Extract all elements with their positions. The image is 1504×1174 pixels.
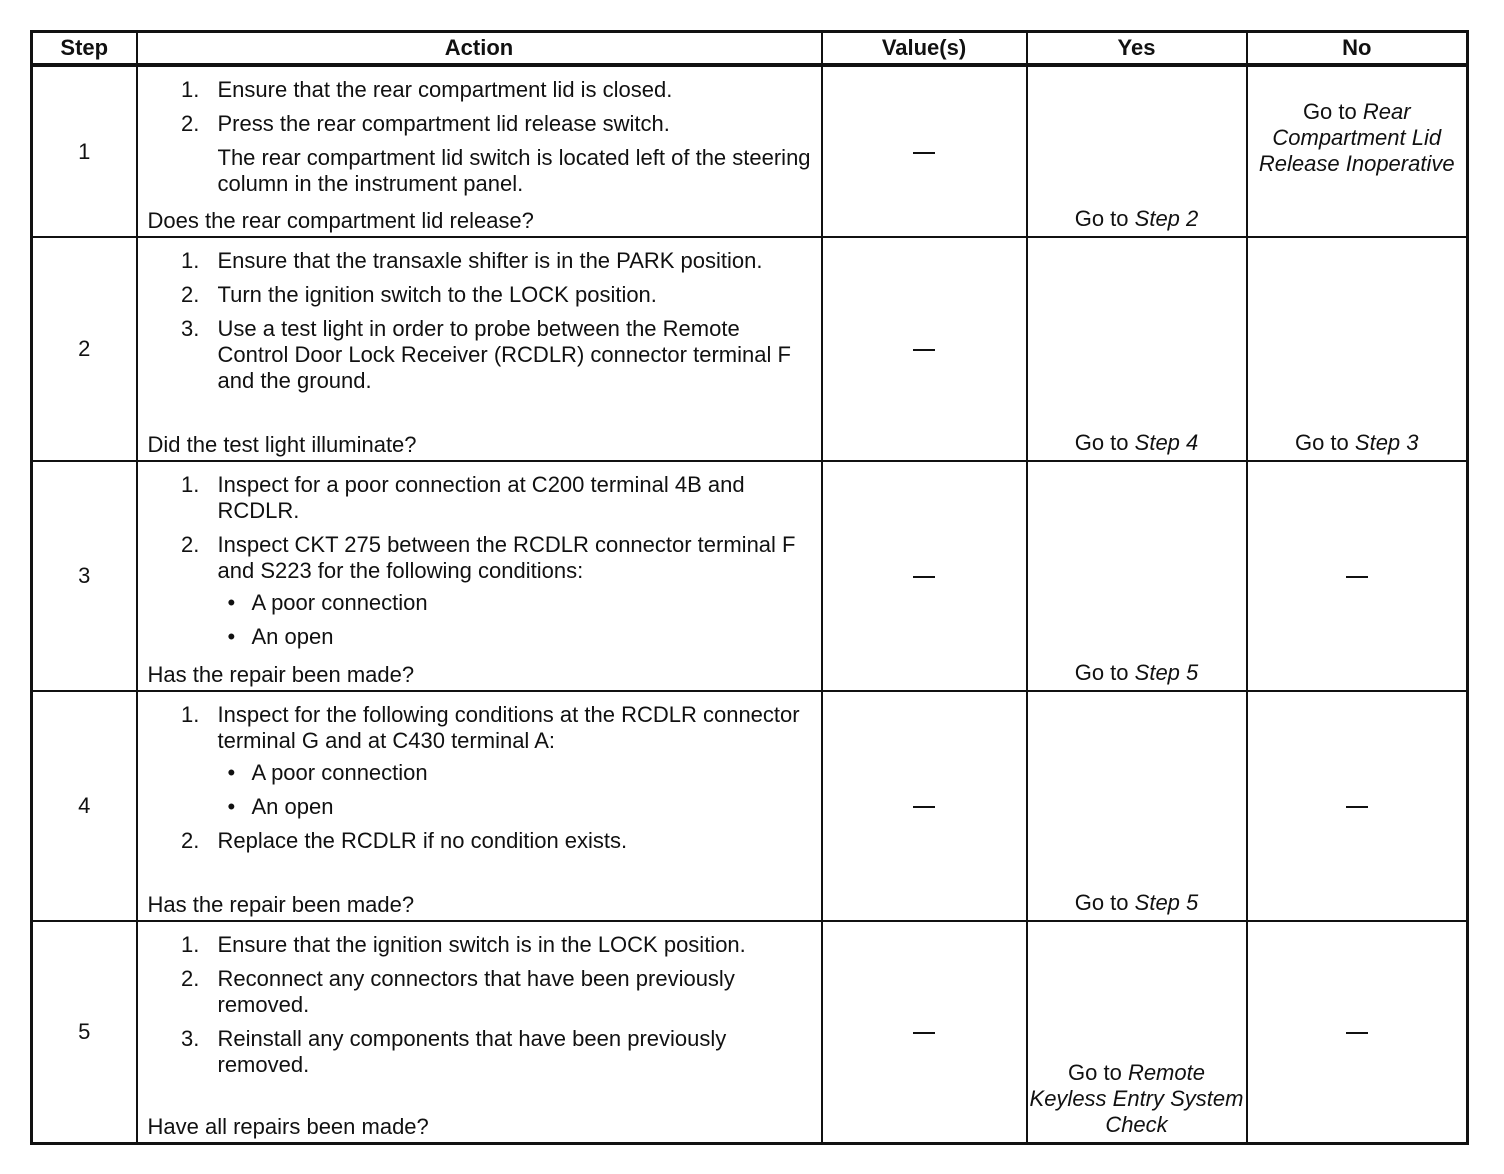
action-item: 1. Inspect for a poor connection at C200 terminal 4B and RCDLR. xyxy=(206,472,813,524)
yes-goto-link[interactable]: Step 5 xyxy=(1134,890,1199,915)
action-item: 2. Turn the ignition switch to the LOCK position. xyxy=(206,282,813,308)
action-item: 1. Ensure that the ignition switch is in the LOCK position. xyxy=(206,932,813,958)
action-steps xyxy=(148,472,813,662)
yes-goto xyxy=(1028,890,1246,920)
action-question: Did the test light illuminate? xyxy=(147,432,417,457)
yes-cell xyxy=(1027,921,1247,1144)
action-question: Have all repairs been made? xyxy=(147,1114,429,1139)
no-goto-link[interactable]: Step 3 xyxy=(1354,430,1419,455)
condition-text: An open xyxy=(251,624,334,649)
header-row xyxy=(32,32,1468,66)
no-cell xyxy=(1247,461,1468,691)
action-cell xyxy=(137,65,822,237)
yes-goto-link[interactable]: Remote Keyless Entry System Check xyxy=(1029,1060,1244,1137)
value-cell xyxy=(822,461,1027,691)
condition-text: A poor connection xyxy=(251,590,428,615)
table-row xyxy=(32,691,1468,921)
goto-prefix: Go to xyxy=(1074,206,1129,231)
action-question: Has the repair been made? xyxy=(147,892,415,917)
action-cell xyxy=(137,921,822,1144)
yes-goto-link[interactable]: Step 4 xyxy=(1134,430,1199,455)
bullet-icon: • xyxy=(227,760,236,785)
step-number: 1 xyxy=(32,65,137,237)
goto-prefix: Go to xyxy=(1074,660,1129,685)
action-question: Has the repair been made? xyxy=(147,662,415,687)
no-goto-link[interactable]: Rear Compartment Lid Release Inoperative xyxy=(1258,99,1455,176)
action-item xyxy=(206,702,813,820)
step-number: 2 xyxy=(32,237,137,461)
action-steps xyxy=(148,702,813,892)
step-number: 5 xyxy=(32,921,137,1144)
yes-goto xyxy=(1028,660,1246,690)
action-item: 1. Ensure that the rear compartment lid is closed. xyxy=(206,77,813,103)
value-cell xyxy=(822,691,1027,921)
goto-prefix: Go to xyxy=(1294,430,1349,455)
yes-cell xyxy=(1027,237,1247,461)
value-dash xyxy=(913,152,935,154)
value-cell xyxy=(822,65,1027,237)
no-cell xyxy=(1247,65,1468,237)
header-values: Value(s) xyxy=(822,32,1027,66)
goto-prefix: Go to xyxy=(1074,430,1129,455)
action-item-text: Inspect for the following conditions at the RCDLR connector terminal G and at C430 terminal A: xyxy=(217,702,800,753)
yes-goto xyxy=(1028,206,1246,236)
yes-goto-link[interactable]: Step 2 xyxy=(1134,206,1199,231)
condition-list xyxy=(218,760,813,820)
header-action: Action xyxy=(137,32,822,66)
no-cell xyxy=(1247,691,1468,921)
yes-cell xyxy=(1027,65,1247,237)
condition-text: A poor connection xyxy=(251,760,428,785)
action-item: 3. Reinstall any components that have been previously removed. xyxy=(206,1026,813,1078)
goto-prefix: Go to xyxy=(1068,1060,1122,1085)
bullet-icon: • xyxy=(227,624,236,649)
value-dash xyxy=(913,349,935,351)
table-row xyxy=(32,65,1468,237)
action-steps xyxy=(148,932,813,1114)
step-number: 3 xyxy=(32,461,137,691)
condition-list xyxy=(218,590,813,650)
goto-prefix: Go to xyxy=(1074,890,1129,915)
action-item: 2. Replace the RCDLR if no condition exists. xyxy=(206,828,813,854)
step-number: 4 xyxy=(32,691,137,921)
action-note: The rear compartment lid switch is located left of the steering column in the instrument panel. xyxy=(217,145,811,196)
value-cell xyxy=(822,921,1027,1144)
no-cell xyxy=(1247,237,1468,461)
action-item: 3. Use a test light in order to probe between the Remote Control Door Lock Receiver (RCDLR) connector terminal F and the ground. xyxy=(206,316,813,394)
no-goto xyxy=(1248,99,1467,177)
action-item: 2. Reconnect any connectors that have been previously removed. xyxy=(206,966,813,1018)
table-row xyxy=(32,237,1468,461)
action-question: Does the rear compartment lid release? xyxy=(147,208,534,233)
yes-goto xyxy=(1028,430,1246,460)
value-dash xyxy=(913,806,935,808)
action-steps xyxy=(148,77,813,208)
value-dash xyxy=(913,1032,935,1034)
value-cell xyxy=(822,237,1027,461)
bullet-icon: • xyxy=(227,590,236,615)
goto-prefix: Go to xyxy=(1302,99,1357,124)
yes-cell xyxy=(1027,691,1247,921)
action-cell xyxy=(137,691,822,921)
table-row xyxy=(32,921,1468,1144)
bullet-icon: • xyxy=(227,794,236,819)
table-row xyxy=(32,461,1468,691)
header-step: Step xyxy=(32,32,137,66)
no-dash xyxy=(1346,576,1368,578)
yes-cell xyxy=(1027,461,1247,691)
diagnostic-table xyxy=(30,30,1469,1145)
action-item-text: Inspect CKT 275 between the RCDLR connector terminal F and S223 for the following conditions: xyxy=(217,532,796,583)
no-dash xyxy=(1346,806,1368,808)
action-item-text: Press the rear compartment lid release switch. xyxy=(217,111,670,136)
no-dash xyxy=(1346,1032,1368,1034)
action-steps xyxy=(148,248,813,432)
action-item xyxy=(206,532,813,650)
condition-item xyxy=(228,590,813,616)
condition-text: An open xyxy=(251,794,334,819)
header-no: No xyxy=(1247,32,1468,66)
action-item: 1. Ensure that the transaxle shifter is in the PARK position. xyxy=(206,248,813,274)
value-dash xyxy=(913,576,935,578)
header-yes: Yes xyxy=(1027,32,1247,66)
condition-item xyxy=(228,624,813,650)
condition-item xyxy=(228,794,813,820)
diagnostic-page xyxy=(30,30,1466,1145)
yes-goto-link[interactable]: Step 5 xyxy=(1134,660,1199,685)
action-cell xyxy=(137,461,822,691)
no-goto xyxy=(1248,430,1467,460)
no-cell xyxy=(1247,921,1468,1144)
action-cell xyxy=(137,237,822,461)
action-item xyxy=(206,111,813,197)
yes-goto xyxy=(1028,1060,1246,1142)
condition-item xyxy=(228,760,813,786)
